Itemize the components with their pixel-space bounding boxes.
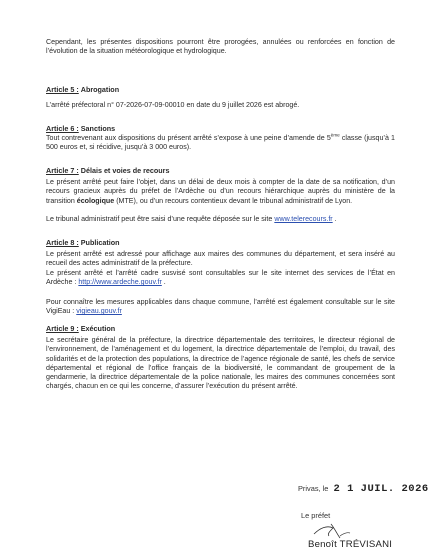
telerecours-link[interactable]: www.telerecours.fr (274, 215, 333, 223)
article-6-text-start: Tout contrevenant aux dispositions du présent arrêté s’expose à une peine d’amende de 5 (46, 134, 331, 142)
signature-date-line (298, 484, 429, 494)
article-5-text-start: L’arrêté préfectoral n° (46, 101, 116, 109)
article-5-text (46, 101, 395, 110)
article-6-heading (46, 124, 115, 133)
article-5-heading (46, 85, 119, 94)
signature-place: Privas, le (298, 484, 329, 493)
article-7-heading (46, 166, 169, 175)
article-6-title: Sanctions (80, 124, 116, 133)
article-9-text: Le secrétaire général de la préfecture, la directrice départementale des territoires, le directeur régional de l’environnement, de l’aménagement et du logement, la directrice départementale de l’emploi, du travail, des solidarités et de la protection des populations, la directrice de l’agence régionale de santé, les chefs de service départemental et régional de l’office français de la biodiversité, le commandant de groupement de la gendarmerie, la directrice départementale de la police nationale, les maires des communes concernées sont chargés, chacun en ce qui les concerne, d’assurer l’exécution du présent arrêté. (46, 336, 395, 391)
article-7-p2-text: Le tribunal administratif peut être saisi d’une requête déposée sur le site (46, 215, 275, 223)
article-5-text-end: en date du 9 juillet 2026 est abrogé. (184, 101, 300, 109)
article-7-paragraph-1 (46, 178, 395, 206)
article-7-p1-bold: écologique (76, 196, 115, 205)
article-8-title: Publication (80, 238, 120, 247)
signer-name: Benoît TRÉVISANI (308, 539, 393, 550)
article-8-heading (46, 238, 120, 247)
signatory-role: Le préfet (301, 511, 331, 520)
date-stamp: 2 1 JUIL. 2026 (333, 483, 429, 495)
article-9-heading (46, 324, 115, 333)
article-8-paragraph-3 (46, 298, 395, 317)
article-7-p1-end: (MTE), ou d’un recours contentieux devant le tribunal administratif de Lyon. (114, 196, 353, 205)
article-7-p2-end: . (332, 215, 337, 223)
article-7-p1-start: Le présent arrêté peut faire l’objet, dans un délai de deux mois à compter de la date de sa notification, d’un recours gracieux auprès du préfet de l’Ardèche ou d’un recours hiérarchique auprès du ministère de la transition (46, 178, 395, 205)
article-5-title: Abrogation (80, 85, 120, 94)
article-8-p3-text: Pour connaître les mesures applicables dans chaque commune, l’arrêté est également consultable sur le site VigiEau : (46, 298, 395, 316)
handwritten-signature (300, 519, 410, 541)
article-8-p2-text: Le présent arrêté et l’arrêté cadre susvisé sont consultables sur le site internet des services de l’État en Ardèche : (46, 269, 395, 287)
article-9-title: Exécution (80, 324, 116, 333)
article-8-paragraph-2 (46, 269, 395, 288)
article-8-label: Article 8 : (46, 238, 79, 247)
article-6-text-end: classe (jusqu’à 1 500 euros et, si récidive, jusqu’à 3 000 euros). (46, 134, 395, 152)
article-6-superscript: ème (330, 132, 340, 138)
article-8-p2-end: . (161, 278, 166, 287)
article-9-label: Article 9 : (46, 324, 79, 333)
article-5-label: Article 5 : (46, 85, 79, 94)
article-8-paragraph-1: Le présent arrêté est adressé pour affichage aux maires des communes du département, et sera inséré au recueil des actes administratif de la préfecture. (46, 250, 395, 268)
article-7-label: Article 7 : (46, 166, 79, 175)
article-6-label: Article 6 : (46, 124, 79, 133)
article-6-text (46, 134, 395, 153)
vigieau-link[interactable]: vigieau.gouv.fr (76, 307, 122, 316)
article-7-paragraph-2 (46, 215, 395, 224)
article-7-title: Délais et voies de recours (80, 166, 170, 175)
ardeche-gouv-link[interactable]: http://www.ardeche.gouv.fr (78, 278, 162, 287)
article-5-decree-number: 07-2026-07-09-00010 (115, 101, 185, 109)
intro-paragraph: Cependant, les présentes dispositions pourront être prorogées, annulées ou renforcées en fonction de l’évolution de la situation météorologique et hydrologique. (46, 38, 395, 56)
